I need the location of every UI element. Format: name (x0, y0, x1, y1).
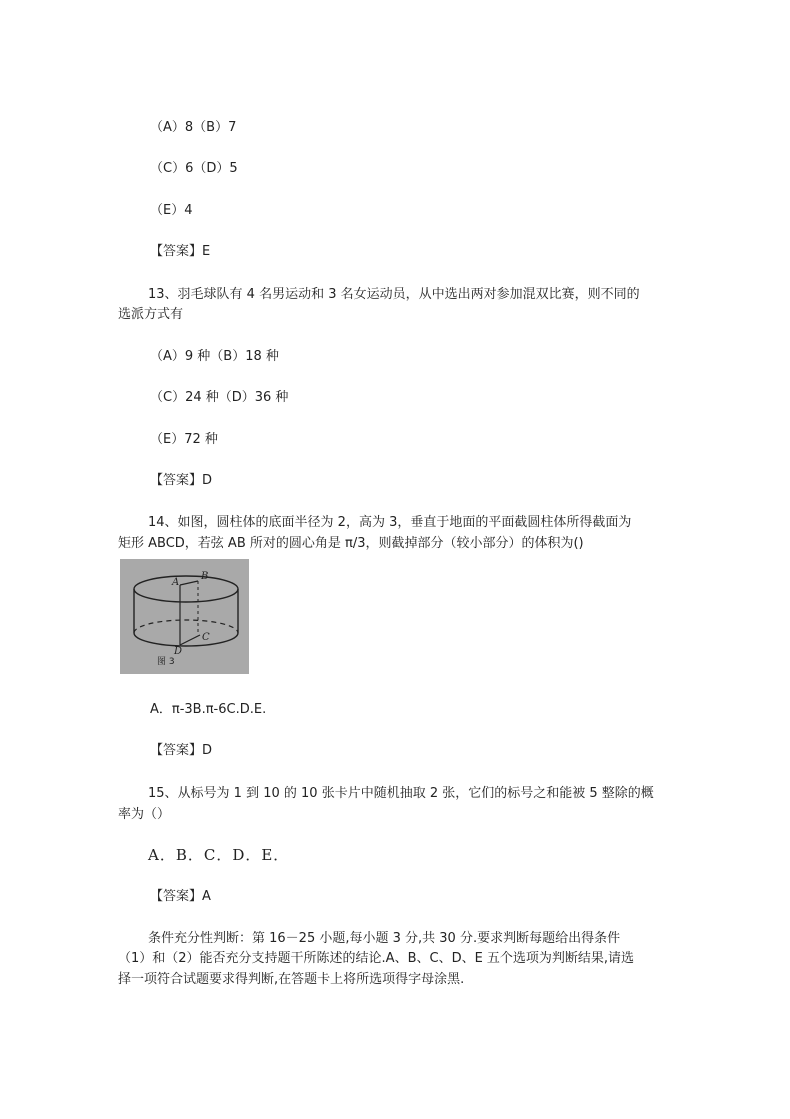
q13-option-e: （E）72 种 (150, 432, 218, 447)
q12-option-ab: （A）8（B）7 (150, 120, 237, 135)
q12-option-cd: （C）6（D）5 (150, 161, 238, 176)
q14-options: A．π-3B.π-6C.D.E. (150, 702, 267, 717)
section-edge-dc (180, 635, 200, 645)
label-b: B (201, 571, 209, 582)
figure-caption: 图 3 (157, 657, 175, 667)
cylinder-bottom-front (134, 633, 238, 646)
label-d: D (174, 646, 183, 657)
q13-text-line1: 13、羽毛球队有 4 名男运动和 3 名女运动员，从中选出两对参加混双比赛，则不同的 (148, 287, 640, 302)
cylinder-diagram (120, 559, 249, 674)
q15-text-line1: 15、从标号为 1 到 10 的 10 张卡片中随机抽取 2 张，它们的标号之和能被 5 整除的概 (148, 786, 654, 801)
q14-answer: 【答案】D (150, 743, 213, 758)
section-instruction-line2: （1）和（2）能否充分支持题干所陈述的结论.A、B、C、D、E 五个选项为判断结果,请选 (118, 951, 635, 966)
q13-option-cd: （C）24 种（D）36 种 (150, 390, 289, 405)
cylinder-top-ellipse (134, 576, 238, 602)
section-instruction-line3: 择一项符合试题要求得判断,在答题卡上将所选项得字母涂黑. (118, 972, 465, 987)
q14-text-line1: 14、如图，圆柱体的底面半径为 2，高为 3，垂直于地面的平面截圆柱体所得截面为 (148, 515, 632, 530)
q13-text-line2: 选派方式有 (118, 307, 184, 322)
q13-option-ab: （A）9 种（B）18 种 (150, 349, 279, 364)
q12-answer: 【答案】E (150, 244, 211, 259)
q13-answer: 【答案】D (150, 473, 213, 488)
cylinder-figure (120, 559, 249, 674)
section-instruction-line1: 条件充分性判断：第 16－25 小题,每小题 3 分,共 30 分.要求判断每题给出得条件 (148, 931, 621, 946)
label-c: C (202, 632, 210, 643)
q15-answer: 【答案】A (150, 889, 211, 904)
section-edge-ab (180, 581, 198, 585)
label-a: A (172, 577, 180, 588)
cylinder-bottom-back (134, 620, 238, 633)
q15-text-line2: 率为（） (118, 807, 171, 822)
q15-options: A．B．C．D．E． (148, 846, 290, 864)
q14-text-line2: 矩形 ABCD，若弦 AB 所对的圆心角是 π/3，则截掉部分（较小部分）的体积为() (118, 536, 584, 551)
q12-option-e: （E）4 (150, 203, 193, 218)
